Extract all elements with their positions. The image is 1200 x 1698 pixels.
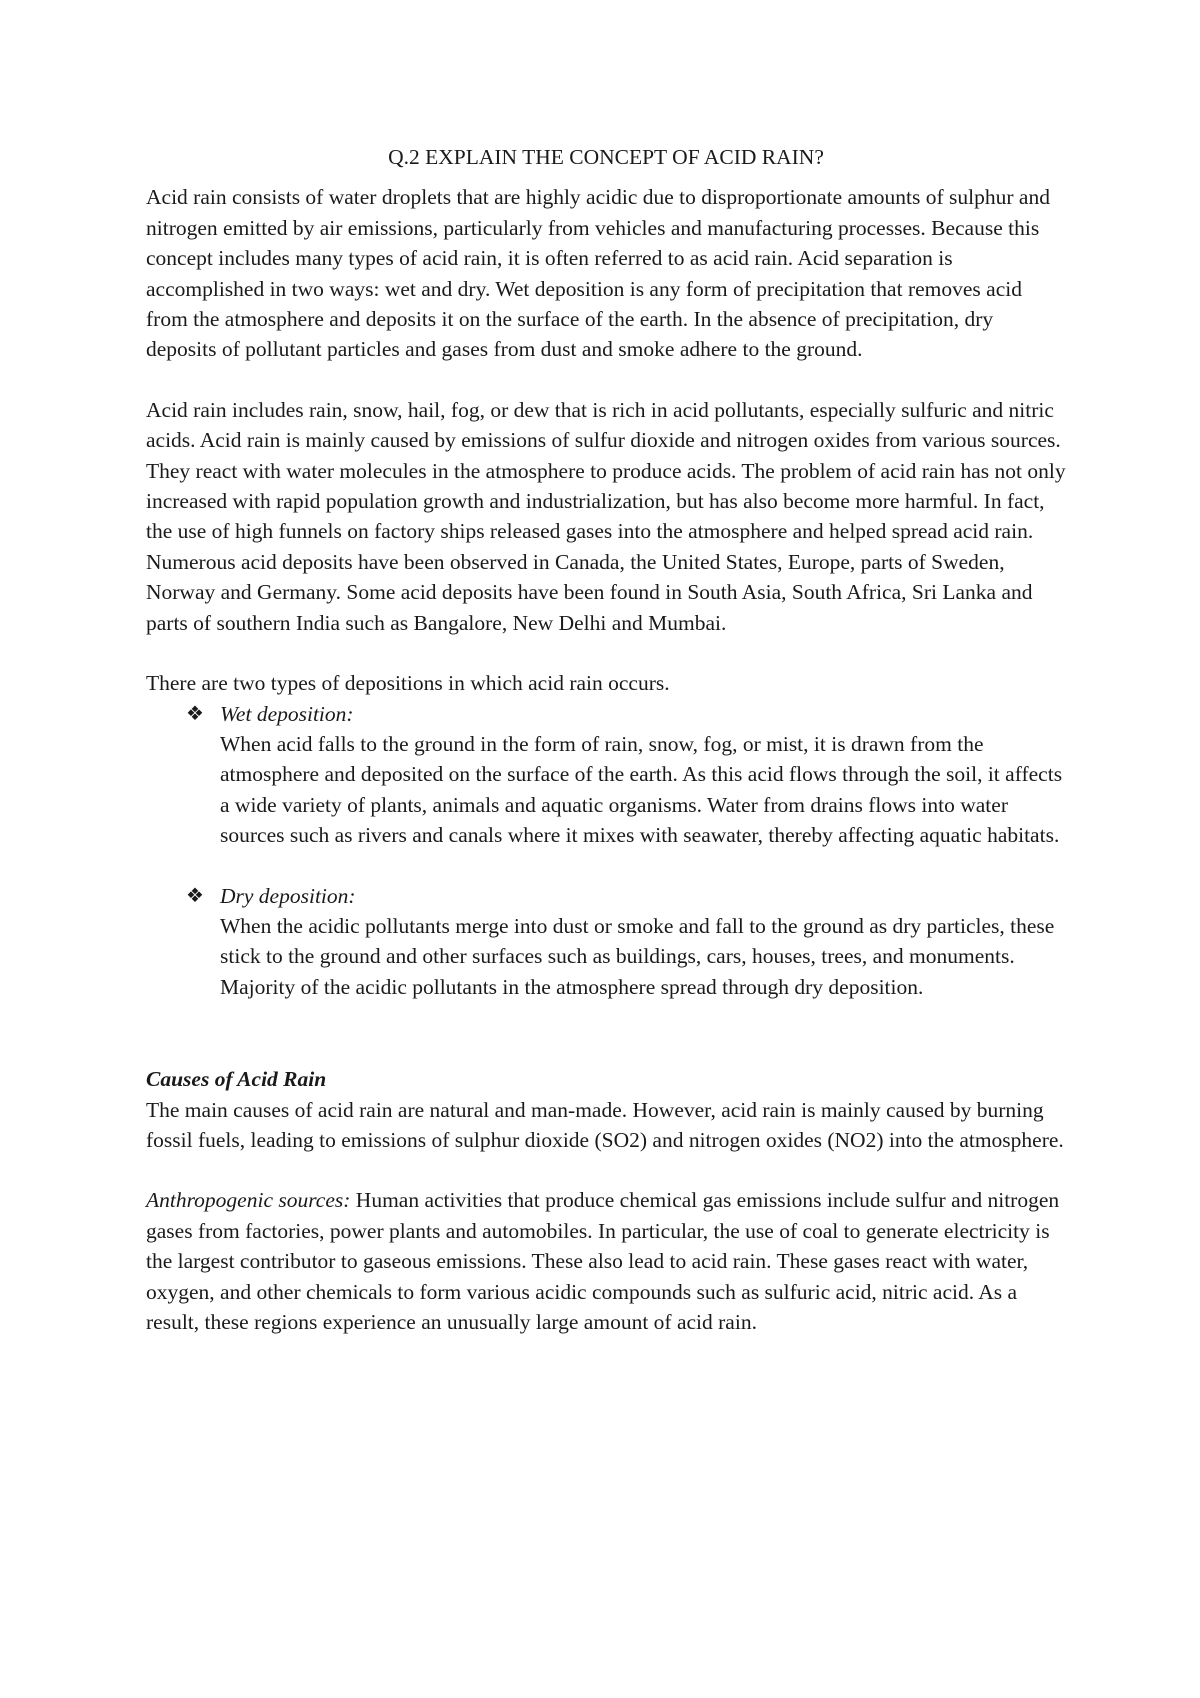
diamond-bullet-icon: ❖ — [186, 884, 204, 907]
paragraph-definition: Acid rain consists of water droplets that are highly acidic due to disproportionate amounts of sulphur and nitrogen emitted by air emissions, particularly from vehicles and manufacturing processes. Because this concept includes many types of acid rain, it is often referred to as acid rain. Acid separation is accomplished in two ways: wet and dry. Wet deposition is any form of precipitation that removes acid from the atmosphere and deposits it on the surface of the earth. In the absence of precipitation, dry deposits of pollutant particles and gases from dust and smoke adhere to the ground. — [146, 185, 1050, 362]
paragraph-anthropogenic — [146, 1185, 1066, 1337]
types-intro: There are two types of depositions in which acid rain occurs. — [146, 671, 670, 696]
document-body — [146, 142, 1066, 1337]
bullet-wet-deposition — [146, 699, 1066, 851]
bullet-text-wet: When acid falls to the ground in the form of rain, snow, fog, or mist, it is drawn from the atmosphere and deposited on the surface of the earth. As this acid flows through the soil, it affects a wide variety of plants, animals and aquatic organisms. Water from drains flows into water sources such as rivers and canals where it mixes with seawater, thereby affecting aquatic habitats. — [220, 731, 1063, 848]
bullet-label-dry: Dry deposition: — [220, 883, 356, 908]
paragraph-causes-overview: Acid rain includes rain, snow, hail, fog, or dew that is rich in acid pollutants, especially sulfuric and nitric acids. Acid rain is mainly caused by emissions of sulfur dioxide and nitrogen oxides from various sources. They react with water molecules in the atmosphere to produce acids. The problem of acid rain has not only increased with rapid population growth and industrialization, but has also become more harmful. In fact, the use of high funnels on factory ships released gases into the atmosphere and helped spread acid rain. Numerous acid deposits have been observed in Canada, the United States, Europe, parts of Sweden, Norway and Germany. Some acid deposits have been found in South Asia, South Africa, Sri Lanka and parts of southern India such as Bangalore, New Delhi and Mumbai. — [146, 397, 1066, 635]
section-heading-causes: Causes of Acid Rain — [146, 1067, 327, 1092]
page-title: Q.2 EXPLAIN THE CONCEPT OF ACID RAIN? — [388, 145, 824, 169]
bullet-dry-deposition — [146, 881, 1066, 1003]
paragraph-causes: The main causes of acid rain are natural and man-made. However, acid rain is mainly caused by burning fossil fuels, leading to emissions of sulphur dioxide (SO2) and nitrogen oxides (NO2) into the atmosphere. — [146, 1097, 1064, 1152]
anthropogenic-text: Human activities that produce chemical gas emissions include sulfur and nitrogen gases from factories, power plants and automobiles. In particular, the use of coal to generate electricity is the largest contributor to gaseous emissions. These also lead to acid rain. These gases react with water, oxygen, and other chemicals to form various acidic compounds such as sulfuric acid, nitric acid. As a result, these regions experience an unusually large amount of acid rain. — [146, 1188, 1060, 1334]
bullet-label-wet: Wet deposition: — [220, 701, 354, 726]
diamond-bullet-icon: ❖ — [186, 702, 204, 725]
anthropogenic-label: Anthropogenic sources: — [146, 1188, 351, 1213]
bullet-text-dry: When the acidic pollutants merge into dust or smoke and fall to the ground as dry particles, these stick to the ground and other surfaces such as buildings, cars, houses, trees, and monuments. Majority of the acidic pollutants in the atmosphere spread through dry deposition. — [220, 913, 1055, 999]
